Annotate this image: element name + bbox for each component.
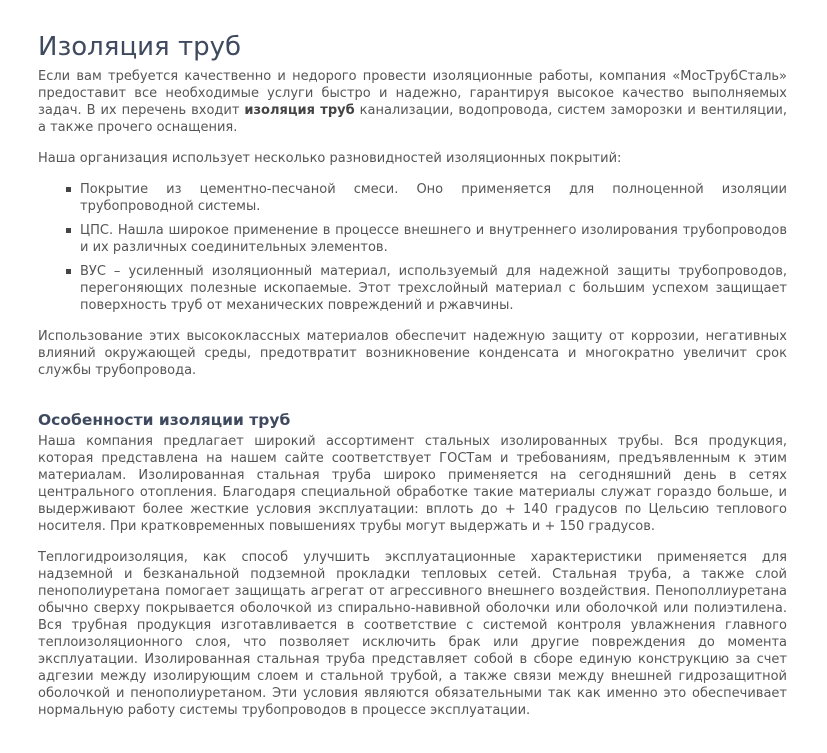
features-paragraph-1: Наша компания предлагает широкий ассортимент стальных изолированных трубы. Вся продукция, которая представлена на нашем сайте соответствует ГОСТам и требованиям, предъявленным к этим материалам. Изолированная стальная труба широко применяется на сегодняшний день в сетях центрального отопления. Благодаря специальной обработке такие материалы служат гораздо больше, и выдерживают более жесткие условия эксплуатации: вплоть до + 140 градусов по Цельсию теплового носителя. При кратковременных повышениях трубы могут выдержать и + 150 градусов. [38,434,787,534]
square-bullet-icon [66,269,71,274]
article [38,28,787,719]
list-item-text: ЦПС. Нашла широкое применение в процессе внешнего и внутреннего изолирования трубопроводов и их различных соединительных элементов. [80,223,787,255]
coatings-list [38,181,787,314]
conclusion-paragraph: Использование этих высококлассных материалов обеспечит надежную защиту от коррозии, негативных влияний окружающей среды, предотвратит возникновение конденсата и многократно увеличит срок службы трубопровода. [38,329,787,378]
list-item [66,222,787,256]
intro-text-after: канализации, водопровода, систем заморозки и вентиляции, а также прочего оснащения. [38,103,787,135]
list-item-text: Покрытие из цементно-песчаной смеси. Оно применяется для полноценной изоляции трубопроводной системы. [80,182,787,214]
list-item [66,263,787,314]
list-item-text: ВУС – усиленный изоляционный материал, используемый для надежной защиты трубопроводов, перегоняющих полезные ископаемые. Этот трехслойный материал с большим успехом защищает поверхность труб от механических повреждений и ржавчины. [80,264,787,313]
list-item [66,181,787,215]
square-bullet-icon [66,228,71,233]
intro-keyword: изоляция труб [244,103,355,118]
square-bullet-icon [66,187,71,192]
page-title: Изоляция труб [38,32,242,62]
coatings-intro: Наша организация использует несколько разновидностей изоляционных покрытий: [38,151,622,166]
intro-paragraph [38,68,787,136]
features-paragraph-2: Теплогидроизоляция, как способ улучшить эксплуатационные характеристики применяется для надземной и безканальной подземной прокладки тепловых сетей. Стальная труба, а также слой пенополиуретана помогает защищать агрегат от агрессивного внешнего воздействия. Пенополлиуретана обычно сверху покрывается оболочкой из спирально-навивной оболочки или оболочкой или полиэтилена. Вся трубная продукция изготавливается в соответствие с системой контроля увлажнения главного теплоизоляционного слоя, что позволяет исключить брак или другие повреждения до момента эксплуатации. Изолированная стальная труба представляет собой в сборе единую конструкцию за счет адгезии между изолирующим слоем и стальной трубой, а также связи между внешней гидрозащитной оболочкой и пенополиуретаном. Эти условия являются обязательными так как именно это обеспечивает нормальную работу системы трубопроводов в процессе эксплуатации. [38,550,787,718]
section-heading: Особенности изоляции труб [38,411,291,429]
intro-text-before: Если вам требуется качественно и недорого провести изоляционные работы, компания «МосТрубСталь» предоставит все необходимые услуги быстро и надежно, гарантируя высокое качество выполняемых задач. В их перечень входит [38,69,787,118]
